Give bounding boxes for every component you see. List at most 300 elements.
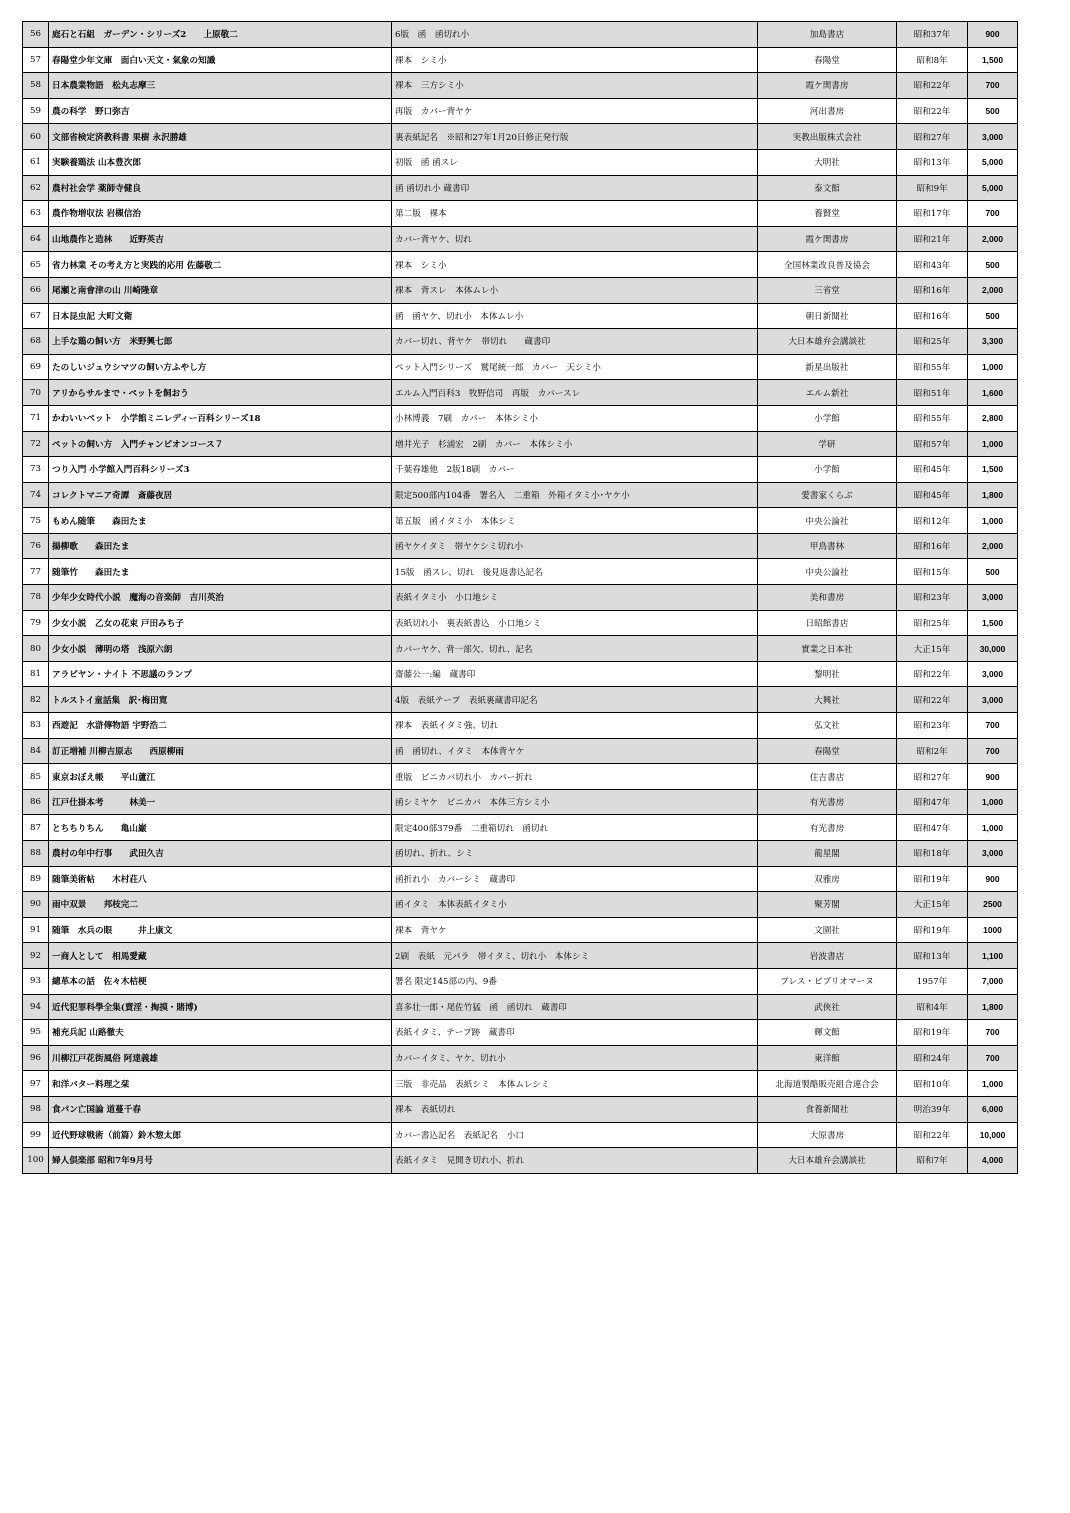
book-condition: 2刷 表紙 元パラ 帯イタミ、切れ小 本体シミ bbox=[392, 943, 758, 969]
book-condition: カバーヤケ、背一部欠、切れ、記名 bbox=[392, 636, 758, 662]
book-title: アラビヤン・ナイト 不思議のランプ bbox=[49, 661, 392, 687]
table-row bbox=[23, 1148, 1018, 1174]
table-row bbox=[23, 1096, 1018, 1122]
publication-year: 昭和9年 bbox=[897, 175, 968, 201]
publication-year: 昭和13年 bbox=[897, 943, 968, 969]
publication-year: 昭和16年 bbox=[897, 277, 968, 303]
book-condition: 裸本 背スレ 本体ムレ小 bbox=[392, 277, 758, 303]
item-number: 66 bbox=[23, 277, 49, 303]
book-condition: 千葉春雄他 2版18刷 カバー bbox=[392, 457, 758, 483]
item-number: 65 bbox=[23, 252, 49, 278]
book-title: 省力林業 その考え方と実践的応用 佐藤敬二 bbox=[49, 252, 392, 278]
publication-year: 昭和43年 bbox=[897, 252, 968, 278]
item-number: 61 bbox=[23, 149, 49, 175]
book-condition: 函イタミ 本体表紙イタミ小 bbox=[392, 892, 758, 918]
book-condition: 裸本 三方シミ小 bbox=[392, 73, 758, 99]
book-publisher: 霞ケ関書房 bbox=[758, 226, 897, 252]
item-number: 57 bbox=[23, 47, 49, 73]
book-title: 日本農業物語 松丸志摩三 bbox=[49, 73, 392, 99]
book-title: 揚柳歌 森田たま bbox=[49, 533, 392, 559]
book-price: 1,000 bbox=[968, 789, 1018, 815]
table-row bbox=[23, 252, 1018, 278]
publication-year: 大正15年 bbox=[897, 892, 968, 918]
item-number: 97 bbox=[23, 1071, 49, 1097]
item-number: 68 bbox=[23, 329, 49, 355]
table-row bbox=[23, 175, 1018, 201]
item-number: 58 bbox=[23, 73, 49, 99]
book-price: 500 bbox=[968, 559, 1018, 585]
table-row bbox=[23, 1020, 1018, 1046]
book-condition: 函シミヤケ ビニカバ 本体三方シミ小 bbox=[392, 789, 758, 815]
book-price: 1,000 bbox=[968, 508, 1018, 534]
table-row bbox=[23, 738, 1018, 764]
item-number: 77 bbox=[23, 559, 49, 585]
book-title: 近代犯罪科學全集(賣淫・掏摸・賭博) bbox=[49, 994, 392, 1020]
item-number: 76 bbox=[23, 533, 49, 559]
book-title: コレクトマニア奇譚 斎藤夜居 bbox=[49, 482, 392, 508]
book-title: 山地農作と造林 近野英吉 bbox=[49, 226, 392, 252]
item-number: 98 bbox=[23, 1096, 49, 1122]
publication-year: 昭和45年 bbox=[897, 482, 968, 508]
book-publisher: 春陽堂 bbox=[758, 47, 897, 73]
book-price: 1,500 bbox=[968, 47, 1018, 73]
table-row bbox=[23, 789, 1018, 815]
book-condition: カバーイタミ、ヤケ、切れ小 bbox=[392, 1045, 758, 1071]
item-number: 71 bbox=[23, 405, 49, 431]
publication-year: 昭和25年 bbox=[897, 329, 968, 355]
book-condition: 限定500部内104番 署名入 二重箱 外箱イタミ小･ヤケ小 bbox=[392, 482, 758, 508]
book-publisher: プレス・ビブリオマーヌ bbox=[758, 968, 897, 994]
publication-year: 昭和18年 bbox=[897, 841, 968, 867]
book-condition: 函切れ、折れ、シミ bbox=[392, 841, 758, 867]
book-publisher: 実教出版株式会社 bbox=[758, 124, 897, 150]
publication-year: 昭和2年 bbox=[897, 738, 968, 764]
publication-year: 昭和24年 bbox=[897, 1045, 968, 1071]
book-condition: カバー背ヤケ、切れ bbox=[392, 226, 758, 252]
book-publisher: 大明社 bbox=[758, 149, 897, 175]
table-row bbox=[23, 943, 1018, 969]
publication-year: 昭和27年 bbox=[897, 764, 968, 790]
table-row bbox=[23, 380, 1018, 406]
book-title: 江戸仕掛本考 林美一 bbox=[49, 789, 392, 815]
item-number: 94 bbox=[23, 994, 49, 1020]
item-number: 95 bbox=[23, 1020, 49, 1046]
table-row bbox=[23, 47, 1018, 73]
item-number: 83 bbox=[23, 713, 49, 739]
publication-year: 昭和22年 bbox=[897, 661, 968, 687]
book-title: 少女小説 薄明の塔 浅原六朗 bbox=[49, 636, 392, 662]
publication-year: 昭和45年 bbox=[897, 457, 968, 483]
table-row bbox=[23, 329, 1018, 355]
book-publisher: 朝日新聞社 bbox=[758, 303, 897, 329]
book-publisher: 龍星閣 bbox=[758, 841, 897, 867]
book-condition: 4版 表紙テープ 表紙裏蔵書印記名 bbox=[392, 687, 758, 713]
book-price: 5,000 bbox=[968, 149, 1018, 175]
book-title: 春陽堂少年文庫 面白い天文・氣象の知識 bbox=[49, 47, 392, 73]
table-row bbox=[23, 713, 1018, 739]
item-number: 89 bbox=[23, 866, 49, 892]
book-condition: 限定400部379番 二重箱切れ 函切れ bbox=[392, 815, 758, 841]
book-publisher: 食養新聞社 bbox=[758, 1096, 897, 1122]
book-publisher: 武俠社 bbox=[758, 994, 897, 1020]
publication-year: 昭和15年 bbox=[897, 559, 968, 585]
book-title: 東京おぼえ帳 平山蘆江 bbox=[49, 764, 392, 790]
book-title: 補充兵記 山路徹夫 bbox=[49, 1020, 392, 1046]
book-title: 川柳江戸花街風俗 阿達義雄 bbox=[49, 1045, 392, 1071]
item-number: 67 bbox=[23, 303, 49, 329]
book-condition: 表紙イタミ、テープ跡 蔵書印 bbox=[392, 1020, 758, 1046]
item-number: 84 bbox=[23, 738, 49, 764]
item-number: 81 bbox=[23, 661, 49, 687]
book-price: 30,000 bbox=[968, 636, 1018, 662]
table-row bbox=[23, 841, 1018, 867]
table-row bbox=[23, 431, 1018, 457]
book-price: 3,000 bbox=[968, 124, 1018, 150]
book-title: 近代野球戦術（前篇）鈴木惣太郎 bbox=[49, 1122, 392, 1148]
book-publisher: 春陽堂 bbox=[758, 738, 897, 764]
book-condition: 齋藤公一:編 蔵書印 bbox=[392, 661, 758, 687]
book-publisher: 北海道製酪販売組合連合会 bbox=[758, 1071, 897, 1097]
book-condition: 三版 非売品 表紙シミ 本体ムレシミ bbox=[392, 1071, 758, 1097]
book-condition: 署名 限定145部の内、9番 bbox=[392, 968, 758, 994]
book-price: 1000 bbox=[968, 917, 1018, 943]
book-price: 3,000 bbox=[968, 841, 1018, 867]
book-publisher: 大日本雄弁会講談社 bbox=[758, 1148, 897, 1174]
book-title: 日本昆虫記 大町文衛 bbox=[49, 303, 392, 329]
item-number: 91 bbox=[23, 917, 49, 943]
book-price: 1,500 bbox=[968, 610, 1018, 636]
book-condition: 表紙切れ小 裏表紙書込 小口地シミ bbox=[392, 610, 758, 636]
item-number: 86 bbox=[23, 789, 49, 815]
item-number: 78 bbox=[23, 585, 49, 611]
book-publisher: 中央公論社 bbox=[758, 559, 897, 585]
book-publisher: 学研 bbox=[758, 431, 897, 457]
book-condition: 裸本 表紙切れ bbox=[392, 1096, 758, 1122]
book-condition: 6版 函 函切れ小 bbox=[392, 22, 758, 48]
table-row bbox=[23, 636, 1018, 662]
book-condition: 第五版 函イタミ小 本体シミ bbox=[392, 508, 758, 534]
book-publisher: 霞ケ関書房 bbox=[758, 73, 897, 99]
publication-year: 昭和16年 bbox=[897, 533, 968, 559]
book-price: 500 bbox=[968, 98, 1018, 124]
book-title: 總革本の話 佐々木桔梗 bbox=[49, 968, 392, 994]
book-condition: 喜多壮一郎・尾佐竹猛 函 函切れ 蔵書印 bbox=[392, 994, 758, 1020]
book-title: もめん随筆 森田たま bbox=[49, 508, 392, 534]
book-title: とちちりちん 亀山巌 bbox=[49, 815, 392, 841]
book-price: 700 bbox=[968, 1045, 1018, 1071]
book-price: 3,300 bbox=[968, 329, 1018, 355]
table-row bbox=[23, 968, 1018, 994]
book-title: トルストイ童話集 訳･梅田寛 bbox=[49, 687, 392, 713]
publication-year: 昭和27年 bbox=[897, 124, 968, 150]
book-price: 6,000 bbox=[968, 1096, 1018, 1122]
book-publisher: 甲鳥書林 bbox=[758, 533, 897, 559]
table-row bbox=[23, 98, 1018, 124]
item-number: 69 bbox=[23, 354, 49, 380]
table-row bbox=[23, 610, 1018, 636]
item-number: 63 bbox=[23, 201, 49, 227]
book-price: 700 bbox=[968, 713, 1018, 739]
book-publisher: 中央公論社 bbox=[758, 508, 897, 534]
book-title: 庭石と石組 ガーデン・シリーズ2 上原敬二 bbox=[49, 22, 392, 48]
book-title: 農作物増収法 岩槻信治 bbox=[49, 201, 392, 227]
book-title: 尾瀬と南會津の山 川崎隆章 bbox=[49, 277, 392, 303]
book-publisher: 有光書房 bbox=[758, 789, 897, 815]
table-row bbox=[23, 1122, 1018, 1148]
item-number: 79 bbox=[23, 610, 49, 636]
book-title: ペットの飼い方 入門チャンピオンコース７ bbox=[49, 431, 392, 457]
book-condition: 初版 函 函スレ bbox=[392, 149, 758, 175]
item-number: 70 bbox=[23, 380, 49, 406]
table-row bbox=[23, 815, 1018, 841]
book-price: 500 bbox=[968, 303, 1018, 329]
item-number: 64 bbox=[23, 226, 49, 252]
publication-year: 昭和10年 bbox=[897, 1071, 968, 1097]
book-title: 一商人として 相馬愛藏 bbox=[49, 943, 392, 969]
book-condition: 裸本 シミ小 bbox=[392, 252, 758, 278]
book-title: 農村社会学 薬師寺健良 bbox=[49, 175, 392, 201]
book-publisher: 三省堂 bbox=[758, 277, 897, 303]
table-row bbox=[23, 277, 1018, 303]
book-price: 7,000 bbox=[968, 968, 1018, 994]
book-title: 上手な鶏の飼い方 米野興七郎 bbox=[49, 329, 392, 355]
book-condition: 増井光子 杉浦宏 2刷 カバー 本体シミ小 bbox=[392, 431, 758, 457]
book-publisher: 文園社 bbox=[758, 917, 897, 943]
book-publisher: 有光書房 bbox=[758, 815, 897, 841]
book-condition: 15版 函スレ、切れ 後見返書込記名 bbox=[392, 559, 758, 585]
item-number: 88 bbox=[23, 841, 49, 867]
table-row bbox=[23, 1071, 1018, 1097]
table-row bbox=[23, 457, 1018, 483]
publication-year: 昭和25年 bbox=[897, 610, 968, 636]
table-row bbox=[23, 303, 1018, 329]
book-title: 少年少女時代小説 魔海の音楽師 吉川英治 bbox=[49, 585, 392, 611]
book-condition: 函折れ小 カバーシミ 蔵書印 bbox=[392, 866, 758, 892]
book-title: 雨中双景 邦枝完二 bbox=[49, 892, 392, 918]
book-price: 1,600 bbox=[968, 380, 1018, 406]
publication-year: 昭和22年 bbox=[897, 1122, 968, 1148]
book-publisher: 小学館 bbox=[758, 405, 897, 431]
book-condition: エルム入門百科3 牧野信司 再版 カバースレ bbox=[392, 380, 758, 406]
publication-year: 昭和19年 bbox=[897, 866, 968, 892]
book-title: 少女小説 乙女の花束 戸田みち子 bbox=[49, 610, 392, 636]
book-publisher: 大日本雄弁会講談社 bbox=[758, 329, 897, 355]
book-publisher: 弘文社 bbox=[758, 713, 897, 739]
book-publisher: 小学館 bbox=[758, 457, 897, 483]
book-title: 随筆竹 森田たま bbox=[49, 559, 392, 585]
book-price: 700 bbox=[968, 738, 1018, 764]
book-publisher: 東洋館 bbox=[758, 1045, 897, 1071]
book-price: 3,000 bbox=[968, 661, 1018, 687]
table-row bbox=[23, 687, 1018, 713]
item-number: 87 bbox=[23, 815, 49, 841]
publication-year: 昭和17年 bbox=[897, 201, 968, 227]
book-condition: 裏表紙記名 ※昭和27年1月20日修正発行版 bbox=[392, 124, 758, 150]
publication-year: 昭和51年 bbox=[897, 380, 968, 406]
book-publisher: 黎明社 bbox=[758, 661, 897, 687]
publication-year: 昭和7年 bbox=[897, 1148, 968, 1174]
publication-year: 1957年 bbox=[897, 968, 968, 994]
table-row bbox=[23, 405, 1018, 431]
item-number: 99 bbox=[23, 1122, 49, 1148]
book-price: 10,000 bbox=[968, 1122, 1018, 1148]
item-number: 74 bbox=[23, 482, 49, 508]
book-title: 農の科学 野口弥吉 bbox=[49, 98, 392, 124]
book-price: 2,800 bbox=[968, 405, 1018, 431]
publication-year: 昭和4年 bbox=[897, 994, 968, 1020]
item-number: 82 bbox=[23, 687, 49, 713]
book-price: 700 bbox=[968, 73, 1018, 99]
book-price: 4,000 bbox=[968, 1148, 1018, 1174]
book-title: たのしいジュウシマツの飼い方ふやし方 bbox=[49, 354, 392, 380]
table-row bbox=[23, 661, 1018, 687]
book-publisher: 輝文館 bbox=[758, 1020, 897, 1046]
publication-year: 昭和22年 bbox=[897, 73, 968, 99]
book-price: 2500 bbox=[968, 892, 1018, 918]
table-row bbox=[23, 508, 1018, 534]
book-publisher: 加島書店 bbox=[758, 22, 897, 48]
book-title: 随筆 水兵の眼 井上康文 bbox=[49, 917, 392, 943]
book-condition: 裸本 背ヤケ bbox=[392, 917, 758, 943]
item-number: 56 bbox=[23, 22, 49, 48]
book-price: 1,500 bbox=[968, 457, 1018, 483]
table-row bbox=[23, 1045, 1018, 1071]
publication-year: 昭和16年 bbox=[897, 303, 968, 329]
book-condition: カバー書込記名 表紙記名 小口 bbox=[392, 1122, 758, 1148]
publication-year: 大正15年 bbox=[897, 636, 968, 662]
publication-year: 昭和19年 bbox=[897, 917, 968, 943]
book-condition: 第二版 裸本 bbox=[392, 201, 758, 227]
publication-year: 昭和57年 bbox=[897, 431, 968, 457]
book-condition: 函 函ヤケ、切れ小 本体ムレ小 bbox=[392, 303, 758, 329]
book-price: 1,000 bbox=[968, 431, 1018, 457]
book-publisher: 全国林業改良普及協会 bbox=[758, 252, 897, 278]
book-publisher: エルム新社 bbox=[758, 380, 897, 406]
book-price: 900 bbox=[968, 22, 1018, 48]
book-title: つり入門 小学館入門百科シリーズ3 bbox=[49, 457, 392, 483]
book-condition: 表紙イタミ小 小口地シミ bbox=[392, 585, 758, 611]
book-price: 900 bbox=[968, 866, 1018, 892]
publication-year: 昭和47年 bbox=[897, 789, 968, 815]
book-price: 700 bbox=[968, 201, 1018, 227]
book-condition: 函 函切れ、イタミ 本体背ヤケ bbox=[392, 738, 758, 764]
book-condition: 函ヤケイタミ 帯ヤケシミ切れ小 bbox=[392, 533, 758, 559]
publication-year: 昭和23年 bbox=[897, 585, 968, 611]
book-condition: 裸本 シミ小 bbox=[392, 47, 758, 73]
item-number: 100 bbox=[23, 1148, 49, 1174]
book-price: 3,000 bbox=[968, 585, 1018, 611]
item-number: 90 bbox=[23, 892, 49, 918]
publication-year: 昭和47年 bbox=[897, 815, 968, 841]
table-row bbox=[23, 124, 1018, 150]
table-row bbox=[23, 764, 1018, 790]
book-price: 2,000 bbox=[968, 533, 1018, 559]
book-publisher: 大原書房 bbox=[758, 1122, 897, 1148]
table-row bbox=[23, 482, 1018, 508]
publication-year: 昭和13年 bbox=[897, 149, 968, 175]
book-price: 1,000 bbox=[968, 1071, 1018, 1097]
publication-year: 昭和21年 bbox=[897, 226, 968, 252]
book-title: 和洋バター料理之栞 bbox=[49, 1071, 392, 1097]
book-price: 3,000 bbox=[968, 687, 1018, 713]
table-row bbox=[23, 585, 1018, 611]
item-number: 59 bbox=[23, 98, 49, 124]
book-publisher: 河出書房 bbox=[758, 98, 897, 124]
item-number: 80 bbox=[23, 636, 49, 662]
book-publisher: 泰文館 bbox=[758, 175, 897, 201]
table-row bbox=[23, 226, 1018, 252]
item-number: 60 bbox=[23, 124, 49, 150]
book-condition: カバー切れ、背ヤケ 帯切れ 蔵書印 bbox=[392, 329, 758, 355]
book-condition: 表紙イタミ 見開き切れ小、折れ bbox=[392, 1148, 758, 1174]
book-condition: 函 函切れ小 蔵書印 bbox=[392, 175, 758, 201]
book-price: 1,800 bbox=[968, 482, 1018, 508]
book-condition: 裸本 表紙イタミ強、切れ bbox=[392, 713, 758, 739]
book-publisher: 實業之日本社 bbox=[758, 636, 897, 662]
item-number: 96 bbox=[23, 1045, 49, 1071]
book-title: 婦人倶楽部 昭和7年9月号 bbox=[49, 1148, 392, 1174]
item-number: 85 bbox=[23, 764, 49, 790]
item-number: 72 bbox=[23, 431, 49, 457]
book-title: アリからサルまで・ペットを飼おう bbox=[49, 380, 392, 406]
book-publisher: 双雅房 bbox=[758, 866, 897, 892]
book-publisher: 愛書家くらぶ bbox=[758, 482, 897, 508]
book-price: 1,000 bbox=[968, 354, 1018, 380]
book-title: 文部省検定済教科書 果樹 永沢勝雄 bbox=[49, 124, 392, 150]
table-row bbox=[23, 533, 1018, 559]
book-price: 5,000 bbox=[968, 175, 1018, 201]
publication-year: 明治39年 bbox=[897, 1096, 968, 1122]
book-title: かわいいペット 小学館ミニレディー百科シリーズ18 bbox=[49, 405, 392, 431]
publication-year: 昭和37年 bbox=[897, 22, 968, 48]
item-number: 93 bbox=[23, 968, 49, 994]
book-price: 700 bbox=[968, 1020, 1018, 1046]
publication-year: 昭和22年 bbox=[897, 98, 968, 124]
table-row bbox=[23, 917, 1018, 943]
book-publisher: 新星出版社 bbox=[758, 354, 897, 380]
table-row bbox=[23, 201, 1018, 227]
book-publisher: 聚芳閣 bbox=[758, 892, 897, 918]
table-row bbox=[23, 866, 1018, 892]
catalog-body bbox=[23, 22, 1018, 1174]
item-number: 62 bbox=[23, 175, 49, 201]
table-row bbox=[23, 149, 1018, 175]
book-price: 2,000 bbox=[968, 277, 1018, 303]
publication-year: 昭和19年 bbox=[897, 1020, 968, 1046]
table-row bbox=[23, 892, 1018, 918]
book-title: 食パン亡国論 道蔓千春 bbox=[49, 1096, 392, 1122]
table-row bbox=[23, 73, 1018, 99]
book-publisher: 住吉書店 bbox=[758, 764, 897, 790]
table-row bbox=[23, 354, 1018, 380]
book-price: 1,000 bbox=[968, 815, 1018, 841]
book-title: 農村の年中行事 武田久吉 bbox=[49, 841, 392, 867]
book-title: 西遊記 水滸傳物語 宇野浩二 bbox=[49, 713, 392, 739]
book-publisher: 岩波書店 bbox=[758, 943, 897, 969]
book-publisher: 大興社 bbox=[758, 687, 897, 713]
table-row bbox=[23, 22, 1018, 48]
table-row bbox=[23, 559, 1018, 585]
publication-year: 昭和23年 bbox=[897, 713, 968, 739]
publication-year: 昭和55年 bbox=[897, 354, 968, 380]
book-publisher: 養賢堂 bbox=[758, 201, 897, 227]
publication-year: 昭和55年 bbox=[897, 405, 968, 431]
publication-year: 昭和8年 bbox=[897, 47, 968, 73]
book-price: 900 bbox=[968, 764, 1018, 790]
publication-year: 昭和12年 bbox=[897, 508, 968, 534]
book-condition: 重版 ビニカバ切れ小 カバー折れ bbox=[392, 764, 758, 790]
table-row bbox=[23, 994, 1018, 1020]
